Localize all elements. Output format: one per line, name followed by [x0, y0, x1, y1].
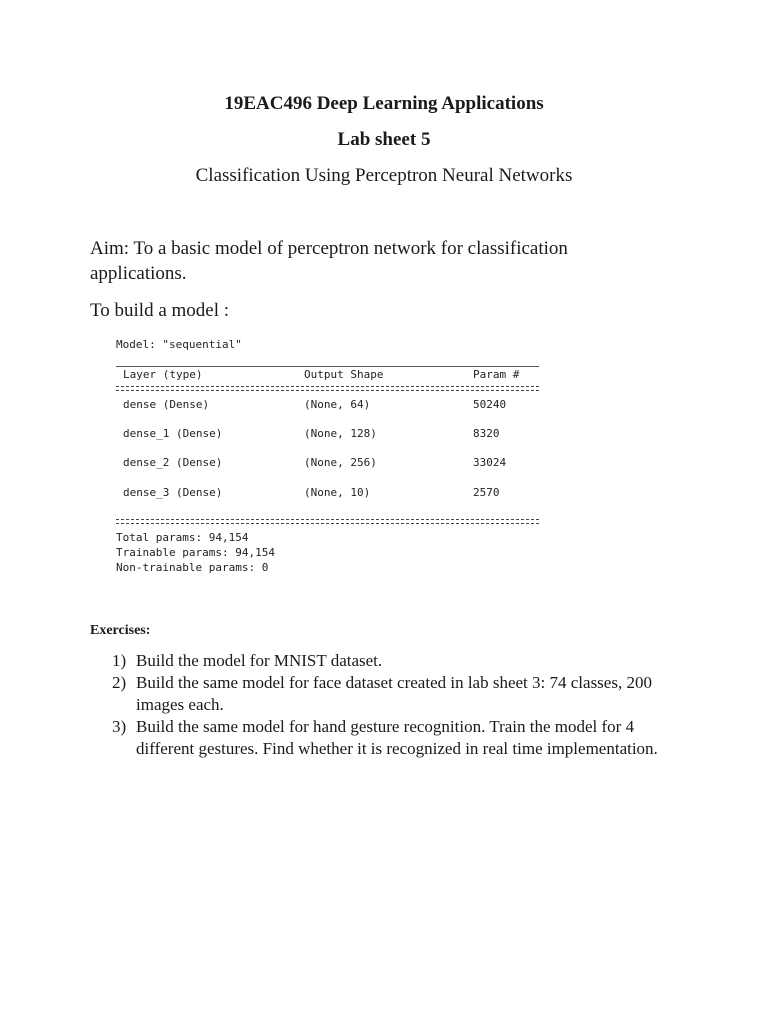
course-title: 19EAC496 Deep Learning Applications — [224, 93, 544, 114]
layer-name: dense_3 (Dense) — [123, 486, 223, 499]
layer-name: dense_2 (Dense) — [123, 456, 223, 469]
lab-title: Lab sheet 5 — [337, 129, 431, 150]
list-item — [112, 650, 692, 672]
trainable-params: Trainable params: 94,154 — [116, 546, 275, 559]
param-count: 33024 — [473, 456, 507, 469]
item-text: Build the same model for face dataset created in lab sheet 3: 74 classes, 200 images each. — [136, 673, 652, 714]
header-divider — [116, 386, 539, 391]
param-count: 8320 — [473, 427, 500, 440]
param-count: 2570 — [473, 486, 500, 499]
layer-name: dense (Dense) — [123, 398, 210, 411]
param-totals — [116, 530, 275, 575]
item-number: 2) — [112, 673, 127, 692]
column-header-param: Param # — [473, 368, 520, 381]
exercises-heading: Exercises: — [90, 623, 151, 638]
total-params: Total params: 94,154 — [116, 531, 249, 544]
table-top-rule — [116, 366, 539, 367]
item-text: Build the model for MNIST dataset. — [136, 651, 383, 670]
model-summary-table — [116, 366, 539, 516]
non-trainable-params: Non-trainable params: 0 — [116, 561, 269, 574]
output-shape: (None, 256) — [304, 456, 377, 469]
exercise-list — [112, 650, 692, 760]
param-count: 50240 — [473, 398, 507, 411]
output-shape: (None, 64) — [304, 398, 371, 411]
document-subtitle: Classification Using Perceptron Neural Networks — [195, 165, 573, 186]
output-shape: (None, 10) — [304, 486, 371, 499]
column-header-output-shape: Output Shape — [304, 368, 384, 381]
item-text: Build the same model for hand gesture recognition. Train the model for 4 different gestures. Find whether it is recognized in real time implementation. — [136, 717, 658, 758]
build-heading: To build a model : — [90, 300, 230, 321]
model-name-line: Model: "sequential" — [116, 338, 242, 351]
table-bottom-divider — [116, 519, 539, 524]
column-header-layer: Layer (type) — [123, 368, 203, 381]
list-item — [112, 716, 692, 760]
item-number: 3) — [112, 717, 127, 736]
item-number: 1) — [112, 651, 127, 670]
output-shape: (None, 128) — [304, 427, 377, 440]
aim-paragraph: Aim: To a basic model of perceptron network for classification applications. — [90, 238, 568, 284]
list-item — [112, 672, 692, 716]
layer-name: dense_1 (Dense) — [123, 427, 223, 440]
